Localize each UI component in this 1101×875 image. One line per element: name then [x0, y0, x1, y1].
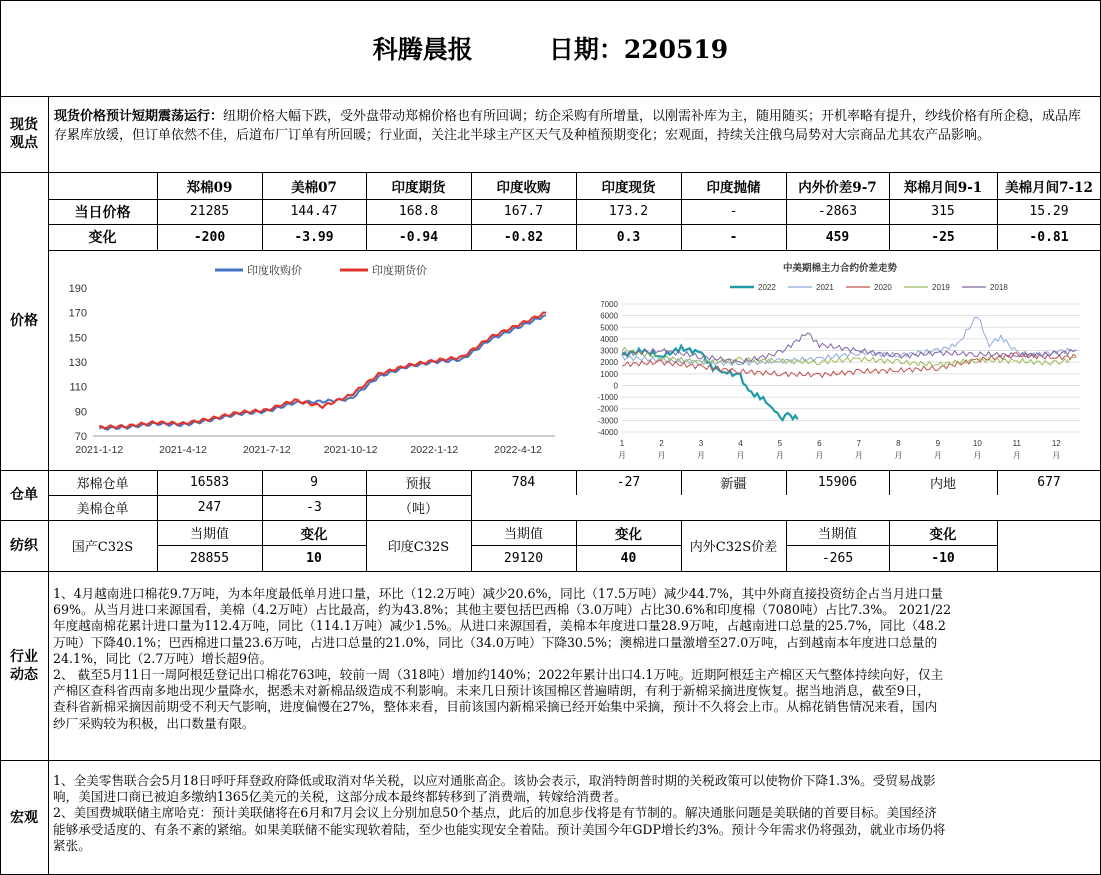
price-change: -0.81 — [1029, 229, 1069, 245]
news-line: 69%。从当月进口来源国看，美棉（4.2万吨）占比最高，约为43.8%；其他主要包括巴西棉（3.0万吨）占比30.6%和印度棉（7080吨）占比7.3%。 2021/22 — [53, 602, 952, 618]
spot-headline: 现货价格预计短期震荡运行： — [54, 109, 224, 124]
x-tick-label: 8 — [896, 439, 901, 448]
zhengmian-warehouse-label: 郑棉仓单 — [76, 477, 129, 492]
price-col-header: 郑棉月间9-1 — [903, 179, 983, 196]
x-tick-label: 6 — [817, 439, 822, 448]
divider — [0, 760, 1101, 761]
price-change: -3.99 — [294, 229, 334, 245]
textile-current-value: 29120 — [503, 550, 544, 566]
us-warehouse-label: 美棉仓单 — [76, 502, 129, 517]
spot-view — [54, 108, 1094, 145]
x-tick-label: 月 — [1012, 451, 1021, 460]
y-tick-label: -3000 — [597, 416, 618, 426]
price-col-header: 印度现货 — [601, 179, 656, 196]
x-tick-label: 月 — [854, 451, 863, 460]
price-value: 315 — [931, 204, 955, 219]
unit-label: （吨） — [398, 502, 438, 517]
divider — [0, 96, 1101, 97]
price-row-label: 当日价格 — [74, 204, 131, 221]
zhengmian-warehouse-value: 16583 — [189, 475, 230, 490]
industry-label: 行业 动态 — [10, 648, 38, 683]
spot-text: 纽期价格大幅下跌，受外盘带动郑棉价格也有所回调；纺企采购有所增量，以刚需补库为主，随用随买；开机率略有提升，纱线价格有所企稳，成品库存累库放缓，但订单依然不佳，后道布厂订单有所回暖；行业面，关注北半球主产区天气及种植预期变化；宏观面，持续关注俄乌局势对大宗商品尤其农产品影响。 — [54, 109, 1082, 143]
y-tick-label: 170 — [68, 307, 87, 320]
x-tick-label: 2021-7-12 — [242, 444, 291, 456]
y-tick-label: -4000 — [597, 428, 618, 437]
legend-label: 2022 — [758, 283, 776, 292]
price-label: 价格 — [10, 313, 38, 329]
news-line: 1、4月越南进口棉花9.7万吨，为本年度最低单月进口量，环比（12.2万吨）减少20.6%，同比（17.5万吨）减少44.7%，其中外商直接投资纺企占当月进口量 — [53, 586, 943, 601]
change-header: 变化 — [300, 526, 328, 543]
textile-change-value: 40 — [620, 550, 637, 566]
industry-news — [53, 586, 1098, 732]
x-tick-label: 3 — [698, 439, 704, 448]
warehouse-label: 仓单 — [10, 487, 38, 503]
price-change: -25 — [931, 229, 955, 245]
tx-col-line — [997, 520, 998, 571]
x-tick-label: 2 — [659, 439, 664, 448]
news-line: 查科省新棉采摘因前期受不利天气影响，进度偏慢在27%，整体来看，目前该国内新棉采摘已经开始集中采摘，预计不久将会上市。从棉花销售情况来看，国内 — [53, 699, 938, 715]
price-row-line — [48, 250, 1101, 251]
x-tick-label: 月 — [1052, 451, 1061, 460]
textile-label: 纺织 — [10, 537, 38, 554]
inland-value: 677 — [1037, 475, 1061, 490]
divider — [0, 571, 1101, 572]
x-tick-label: 10 — [972, 439, 982, 448]
series-line-印度收购价 — [99, 315, 546, 430]
y-tick-label: 110 — [69, 381, 87, 394]
y-tick-label: 90 — [74, 406, 87, 419]
y-tick-label: 1000 — [600, 369, 618, 379]
news-line: 1、全美零售联合会5月18日呼吁拜登政府降低或取消对华关税，以应对通胀高企。该协会表示，取消特朗普时期的关税政策可以使物价下降1.3%。受贸易战影 — [53, 773, 936, 788]
news-line: 2、美国费城联储主席哈克：预计美联储将在6月和7月会议上分别加息50个基点，此后的加息步伐将是有节制的。解决通胀问题是美联储的首要目标。美国经济 — [53, 805, 937, 821]
news-line: 万吨）下降40.1%；巴西棉进口量23.6万吨，占进口总量的21.0%，同比（34.0万吨）下降30.5%；澳棉进口量激增至27.0万吨，占到越南本年度进口总量的 — [53, 634, 938, 650]
report-title: 科腾晨报 — [372, 35, 473, 64]
y-tick-label: -2000 — [597, 404, 618, 414]
x-tick-label: 月 — [736, 451, 745, 460]
textile-change-value: 10 — [306, 550, 322, 566]
current-value-header: 当期值 — [189, 527, 229, 542]
price-col-header: 美棉月间7-12 — [1005, 179, 1093, 196]
price-change: -0.94 — [398, 229, 439, 245]
price-value: 21285 — [189, 204, 230, 219]
y-tick-label: -1000 — [597, 393, 618, 403]
x-tick-label: 月 — [657, 451, 666, 460]
news-line: 纱厂采购较为积极，出口数量有限。 — [53, 715, 255, 731]
us-warehouse-value: 247 — [197, 500, 222, 515]
textile-change-value: -10 — [931, 550, 955, 566]
price-value: 173.2 — [608, 204, 649, 219]
y-tick-label: 150 — [68, 332, 87, 345]
price-change: -200 — [193, 229, 226, 245]
spot-label: 现货 观点 — [10, 117, 38, 151]
spread-chart — [580, 252, 1095, 467]
price-value: 167.7 — [503, 204, 544, 219]
macro-label: 宏观 — [10, 809, 38, 826]
news-line: 能够承受适度的、有条不紊的紧缩。如果美联储不能实现软着陆，至少也能实现安全着陆。预计美国今年GDP增长约3%。预计今年需求仍将强劲，就业市场仍将 — [53, 821, 946, 837]
price-change: 0.3 — [616, 229, 641, 245]
price-change: 459 — [825, 229, 850, 245]
news-line: 响，美国进口商已被迫多缴纳1365亿美元的关税，这部分成本最终都转移到了消费端，转嫁给消费者。 — [53, 789, 627, 805]
price-col-header: 郑棉09 — [186, 179, 233, 196]
xinjiang-label: 新疆 — [720, 477, 747, 492]
change-row-label: 变化 — [88, 230, 117, 246]
report-date: 日期：220519 — [548, 35, 729, 64]
current-value-header: 当期值 — [503, 527, 543, 542]
y-tick-label: 70 — [74, 431, 87, 443]
forecast-value: 784 — [511, 475, 536, 490]
chart-title: 中美期棉主力合约价差走势 — [782, 263, 898, 274]
y-tick-label: 6000 — [600, 311, 618, 321]
x-tick-label: 5 — [777, 439, 783, 448]
legend-label: 2019 — [932, 283, 950, 292]
inland-label: 内地 — [929, 477, 956, 492]
xinjiang-value: 15906 — [817, 475, 858, 490]
x-tick-label: 9 — [935, 439, 941, 448]
us-warehouse-change: -3 — [306, 500, 322, 515]
x-tick-label: 11 — [1012, 439, 1021, 448]
price-value: -2863 — [817, 204, 858, 219]
x-tick-label: 7 — [856, 439, 862, 448]
y-tick-label: 3000 — [600, 346, 618, 356]
x-tick-label: 月 — [618, 451, 626, 460]
india-price-chart — [55, 252, 565, 467]
legend-label: 2018 — [990, 283, 1008, 292]
x-tick-label: 月 — [973, 451, 982, 460]
price-col-header: 印度收购 — [496, 179, 551, 196]
news-line: 紧张。 — [53, 837, 91, 853]
news-line: 2、 截至5月11日一周阿根廷登记出口棉花763吨，较前一周（318吨）增加约140%；2022年累计出口4.1万吨。近期阿根廷主产棉区天气整体持续向好，仅主 — [53, 667, 944, 683]
legend-label: 印度期货价 — [372, 265, 427, 277]
price-value: - — [729, 204, 738, 219]
textile-name-1: 国产C32S — [71, 540, 134, 555]
price-value: 15.29 — [1029, 204, 1069, 219]
news-line: 年度越南棉花累计进口量为112.4万吨，同比（114.1万吨）减少1.5%。从进口来源国看，美棉本年度进口量28.9万吨，占越南进口总量的25.7%，同比（48.2 — [53, 618, 946, 634]
x-tick-label: 月 — [933, 451, 942, 460]
zhengmian-warehouse-change: 9 — [310, 475, 318, 490]
price-change: -0.82 — [503, 229, 544, 245]
forecast-label: 预报 — [405, 477, 432, 492]
price-value: 168.8 — [398, 204, 439, 219]
x-tick-label: 月 — [894, 451, 903, 460]
textile-current-value: 28855 — [189, 550, 230, 566]
news-line: 24.1%，同比（2.7万吨）增长超9倍。 — [53, 650, 273, 666]
textile-current-value: -265 — [821, 550, 854, 566]
legend-label: 印度收购价 — [247, 265, 302, 277]
x-tick-label: 2021-1-12 — [75, 444, 124, 456]
legend-label: 2021 — [816, 283, 834, 292]
x-tick-label: 月 — [775, 451, 784, 460]
textile-name-3: 内外C32S价差 — [689, 540, 778, 555]
change-header: 变化 — [929, 526, 957, 543]
x-tick-label: 月 — [815, 451, 824, 460]
x-tick-label: 2021-4-12 — [159, 444, 207, 456]
textile-name-2: 印度C32S — [387, 540, 450, 555]
y-tick-label: 2000 — [600, 358, 618, 368]
macro-news — [53, 773, 1098, 854]
x-tick-label: 月 — [696, 451, 705, 460]
x-tick-label: 4 — [738, 439, 743, 448]
current-value-header: 当期值 — [817, 527, 857, 542]
legend-label: 2020 — [874, 283, 892, 292]
y-tick-label: 190 — [68, 283, 87, 295]
y-tick-label: 4000 — [600, 334, 618, 344]
price-col-header: 内外价差9-7 — [798, 179, 877, 196]
x-tick-label: 12 — [1051, 439, 1061, 448]
news-line: 产棉区查科省西南多地出现少量降水，据悉未对新棉品级造成不利影响。未来几日预计该国棉区普遍晴朗，有利于新棉采摘进度恢复。据当地消息，截至9日， — [53, 683, 930, 699]
y-tick-label: 130 — [68, 357, 87, 369]
price-col-header: 美棉07 — [291, 179, 337, 196]
price-value: 144.47 — [290, 204, 338, 219]
price-col-header: 印度抛储 — [706, 179, 761, 196]
x-tick-label: 2021-10-12 — [323, 444, 378, 456]
x-tick-label: 2022-1-12 — [410, 444, 459, 456]
forecast-change: -27 — [616, 475, 641, 490]
y-tick-label: 7000 — [600, 300, 618, 309]
change-header: 变化 — [615, 526, 642, 543]
y-tick-label: 5000 — [600, 323, 618, 333]
x-tick-label: 2022-4-12 — [494, 444, 543, 456]
x-tick-label: 1 — [619, 439, 625, 448]
price-col-header: 印度期货 — [391, 179, 446, 196]
y-tick-label: 0 — [613, 381, 618, 391]
price-change: - — [729, 229, 738, 245]
series-line-印度期货价 — [99, 313, 546, 429]
series-line-2021 — [622, 317, 1076, 365]
